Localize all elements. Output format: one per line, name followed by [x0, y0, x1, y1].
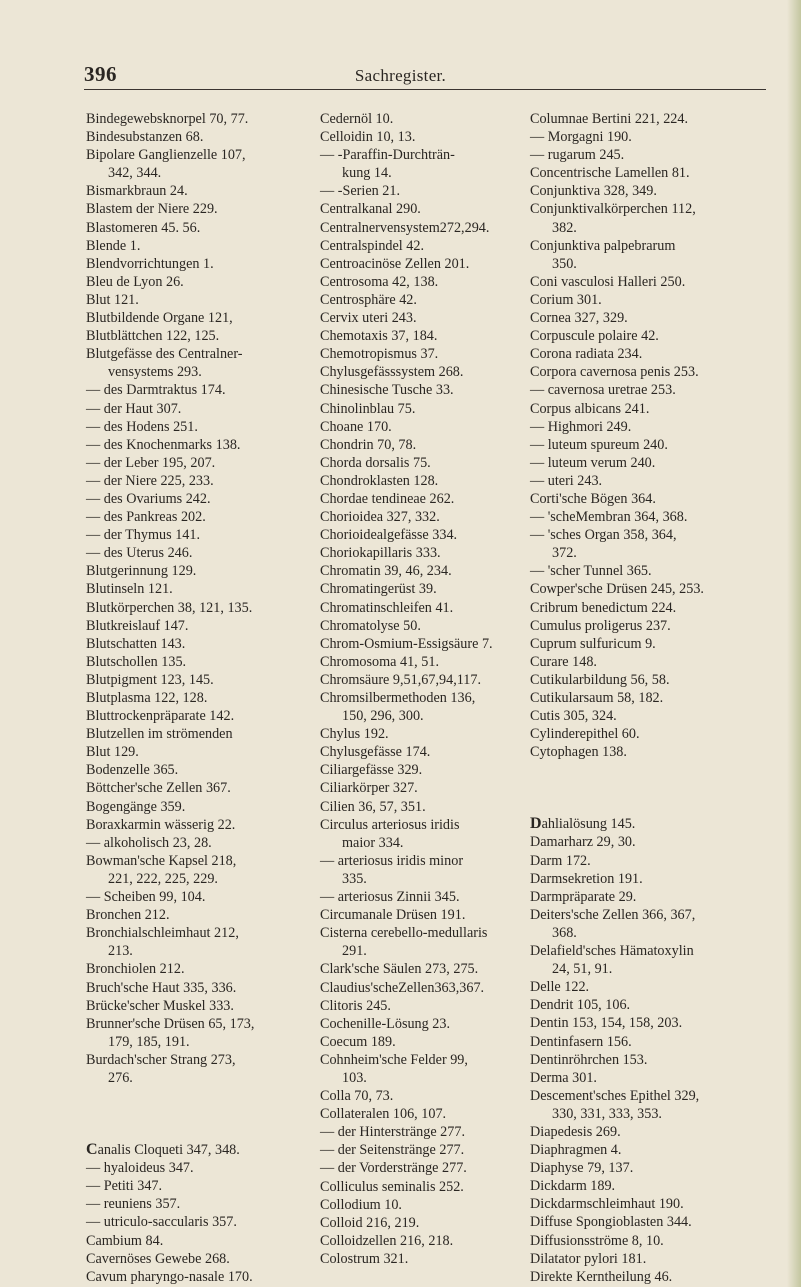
- index-line: Centrosphäre 42.: [320, 291, 417, 308]
- header-rule: [84, 89, 766, 90]
- letter-section-gap: [86, 1087, 312, 1141]
- running-head: Sachregister.: [354, 66, 447, 85]
- index-line: Corpora cavernosa penis 253.: [530, 364, 699, 381]
- index-line: Choane 170.: [320, 418, 392, 435]
- index-line: Chemotaxis 37, 184.: [320, 328, 438, 345]
- index-line: Descement'sches Epithel 329,: [530, 1087, 700, 1104]
- index-line: Diffuse Spongioblasten 344.: [530, 1214, 692, 1231]
- index-line: 24, 51, 91.: [552, 961, 613, 978]
- index-line: Corium 301.: [530, 291, 602, 308]
- page-number: 396: [84, 62, 117, 86]
- index-line: Cutikularbildung 56, 58.: [530, 671, 670, 688]
- index-line: Damarharz 29, 30.: [530, 834, 636, 851]
- page-edge-shadow: [787, 0, 801, 1287]
- index-line: Cohnheim'sche Felder 99,: [320, 1051, 468, 1068]
- index-line: Chylusgefässe 174.: [320, 744, 431, 761]
- index-line: — der Thymus 141.: [86, 527, 201, 544]
- index-line: Blutkreislauf 147.: [86, 617, 189, 634]
- index-line: Colliculus seminalis 252.: [320, 1178, 464, 1195]
- index-line: — luteum spureum 240.: [530, 436, 668, 453]
- index-line: Corpus albicans 241.: [530, 400, 650, 417]
- index-line: Chemotropismus 37.: [320, 346, 439, 363]
- index-line: Cavum pharyngo-nasale 170.: [86, 1268, 253, 1285]
- index-line: Conjunktiva palpebrarum: [530, 237, 676, 254]
- index-line: Bodenzelle 365.: [86, 762, 179, 779]
- index-line: Blut 121.: [86, 291, 139, 308]
- index-line: Cumulus proligerus 237.: [530, 617, 671, 634]
- index-line: 335.: [342, 870, 367, 887]
- index-line: Cylinderepithel 60.: [530, 726, 640, 743]
- index-line: — des Pankreas 202.: [86, 509, 206, 526]
- index-line: Chromsilbermethoden 136,: [320, 690, 476, 706]
- index-line: 276.: [108, 1069, 133, 1086]
- index-line: Chondrin 70, 78.: [320, 436, 417, 453]
- index-line: Chinolinblau 75.: [320, 400, 416, 417]
- index-line: Curare 148.: [530, 653, 597, 670]
- index-line: Celloidin 10, 13.: [320, 129, 416, 146]
- index-line: Blutschatten 143.: [86, 635, 186, 652]
- index-line: Derma 301.: [530, 1069, 597, 1086]
- index-line: — Highmori 249.: [530, 418, 632, 435]
- index-line: Blastem der Niere 229.: [86, 201, 218, 218]
- index-line: Cisterna cerebello-medullaris: [320, 925, 488, 942]
- index-line: Dilatator pylori 181.: [530, 1250, 647, 1267]
- index-line: Corona radiata 234.: [530, 346, 643, 363]
- index-line: Deiters'sche Zellen 366, 367,: [530, 906, 696, 923]
- index-line: Centralspindel 42.: [320, 237, 425, 254]
- index-line: Clitoris 245.: [320, 997, 391, 1014]
- index-line: — des Uterus 246.: [86, 545, 193, 562]
- index-line: Diaphyse 79, 137.: [530, 1160, 634, 1177]
- index-line: Darm 172.: [530, 852, 591, 869]
- index-line: Diffusionsströme 8, 10.: [530, 1232, 664, 1249]
- index-line: Blutkörperchen 38, 121, 135.: [86, 599, 253, 616]
- index-line: — Scheiben 99, 104.: [86, 889, 206, 906]
- index-line: 330, 331, 333, 353.: [552, 1105, 662, 1122]
- index-line: Dahlialösung 145.: [530, 815, 636, 833]
- index-line: Cuprum sulfuricum 9.: [530, 635, 656, 652]
- index-line: Dentinfasern 156.: [530, 1033, 632, 1050]
- index-line: Chromatin 39, 46, 234.: [320, 563, 452, 580]
- index-line: Centrosoma 42, 138.: [320, 273, 439, 290]
- index-column-3: [530, 110, 770, 1286]
- index-line: — -Serien 21.: [320, 183, 400, 200]
- index-line: Dickdarm 189.: [530, 1178, 616, 1195]
- index-line: Collateralen 106, 107.: [320, 1106, 447, 1123]
- index-line: Centroacinöse Zellen 201.: [320, 255, 470, 272]
- index-line: Bruch'sche Haut 335, 336.: [86, 979, 237, 996]
- index-line: Delle 122.: [530, 979, 590, 996]
- index-line: Bronchen 212.: [86, 907, 170, 924]
- index-line: Blendvorrichtungen 1.: [86, 255, 214, 272]
- index-line: Boraxkarmin wässerig 22.: [86, 816, 236, 833]
- index-line: Concentrische Lamellen 81.: [530, 165, 690, 182]
- index-line: Ciliarkörper 327.: [320, 780, 418, 797]
- index-line: Darmpräparate 29.: [530, 888, 637, 905]
- index-line: Cedernöl 10.: [320, 111, 394, 127]
- index-line: Corpuscule polaire 42.: [530, 328, 659, 345]
- index-line: Direkte Kerntheilung 46.: [530, 1268, 673, 1285]
- index-line: 350.: [552, 255, 577, 272]
- index-line: Centralnervensystem272,294.: [320, 219, 490, 236]
- index-line: Canalis Cloqueti 347, 348.: [86, 1141, 240, 1159]
- index-line: — 'scher Tunnel 365.: [530, 563, 652, 580]
- index-line: Blutgefässe des Centralner-: [86, 346, 243, 363]
- index-line: 291.: [342, 943, 367, 960]
- index-line: Choriokapillaris 333.: [320, 545, 441, 562]
- index-line: Böttcher'sche Zellen 367.: [86, 780, 231, 797]
- index-line: 213.: [108, 943, 133, 960]
- index-line: Chylusgefässsystem 268.: [320, 364, 464, 381]
- index-line: Bogengänge 359.: [86, 798, 186, 815]
- index-line: Blutzellen im strömenden: [86, 726, 233, 743]
- index-line: Cribrum benedictum 224.: [530, 599, 677, 616]
- index-line: Circumanale Drüsen 191.: [320, 907, 466, 924]
- index-line: — arteriosus iridis minor: [320, 852, 464, 869]
- index-line: Blende 1.: [86, 237, 141, 254]
- index-line: Chorioidealgefässe 334.: [320, 527, 458, 544]
- index-line: Claudius'scheZellen363,367.: [320, 979, 485, 996]
- index-line: 382.: [552, 219, 577, 236]
- index-line: — hyaloideus 347.: [86, 1160, 194, 1177]
- index-line: Conjunktivalkörperchen 112,: [530, 201, 696, 218]
- index-line: Bismarkbraun 24.: [86, 183, 188, 200]
- index-line: Chorioidea 327, 332.: [320, 509, 440, 526]
- index-line: Coecum 189.: [320, 1033, 396, 1050]
- index-line: Chromosoma 41, 51.: [320, 653, 440, 670]
- index-line: Cervix uteri 243.: [320, 310, 417, 327]
- index-line: — cavernosa uretrae 253.: [530, 382, 676, 399]
- index-line: Blutpigment 123, 145.: [86, 671, 214, 688]
- index-line: — arteriosus Zinnii 345.: [320, 889, 460, 906]
- index-line: Brunner'sche Drüsen 65, 173,: [86, 1015, 255, 1032]
- index-line: 179, 185, 191.: [108, 1033, 190, 1050]
- index-line: — Morgagni 190.: [530, 129, 632, 146]
- index-line: Dentinröhrchen 153.: [530, 1051, 648, 1068]
- index-line: Blutplasma 122, 128.: [86, 690, 208, 706]
- index-line: Cilien 36, 57, 351.: [320, 798, 426, 815]
- index-line: Chromsäure 9,51,67,94,117.: [320, 671, 482, 688]
- index-line: — des Darmtraktus 174.: [86, 382, 226, 399]
- index-line: 368.: [552, 924, 577, 941]
- index-line: — alkoholisch 23, 28.: [86, 834, 212, 851]
- index-line: Corti'sche Bögen 364.: [530, 490, 656, 507]
- index-line: Dentin 153, 154, 158, 203.: [530, 1015, 683, 1032]
- index-line: Blutschollen 135.: [86, 653, 187, 670]
- index-line: Circulus arteriosus iridis: [320, 816, 460, 833]
- index-line: — 'sches Organ 358, 364,: [530, 527, 677, 544]
- index-line: Delafield'sches Hämatoxylin: [530, 943, 694, 960]
- index-line: — rugarum 245.: [530, 147, 625, 164]
- index-line: — des Ovariums 242.: [86, 490, 211, 507]
- index-line: Bindegewebsknorpel 70, 77.: [86, 111, 249, 127]
- index-line: Dendrit 105, 106.: [530, 997, 631, 1014]
- index-line: Darmsekretion 191.: [530, 870, 643, 887]
- index-line: — der Leber 195, 207.: [86, 454, 216, 471]
- index-line: Cowper'sche Drüsen 245, 253.: [530, 581, 704, 598]
- index-line: Blutgerinnung 129.: [86, 563, 197, 580]
- index-line: Bronchialschleimhaut 212,: [86, 925, 239, 942]
- letter-section-gap: [530, 761, 770, 815]
- index-line: kung 14.: [342, 165, 392, 182]
- index-line: — des Hodens 251.: [86, 418, 198, 435]
- index-line: Cytophagen 138.: [530, 744, 627, 761]
- index-line: Blastomeren 45. 56.: [86, 219, 201, 236]
- index-line: Bindesubstanzen 68.: [86, 129, 204, 146]
- index-line: Cavernöses Gewebe 268.: [86, 1250, 230, 1267]
- index-line: Colla 70, 73.: [320, 1088, 394, 1105]
- index-line: Blutinseln 121.: [86, 581, 173, 598]
- index-line: Chondroklasten 128.: [320, 472, 439, 489]
- index-line: Brücke'scher Muskel 333.: [86, 997, 234, 1014]
- index-line: — -Paraffin-Durchträn-: [320, 147, 455, 164]
- index-line: Cutis 305, 324.: [530, 708, 617, 725]
- index-line: Colloidzellen 216, 218.: [320, 1232, 454, 1249]
- index-line: Chinesische Tusche 33.: [320, 382, 454, 399]
- index-line: Chordae tendineae 262.: [320, 490, 455, 507]
- index-line: Chorda dorsalis 75.: [320, 454, 431, 471]
- index-line: Chromatingerüst 39.: [320, 581, 437, 598]
- index-line: — des Knochenmarks 138.: [86, 436, 241, 453]
- index-line: Chromatolyse 50.: [320, 617, 421, 634]
- index-line: Diapedesis 269.: [530, 1123, 621, 1140]
- index-line: vensystems 293.: [108, 364, 202, 381]
- index-line: Bluttrockenpräparate 142.: [86, 708, 235, 725]
- index-line: Diaphragmen 4.: [530, 1142, 622, 1159]
- index-line: Colloid 216, 219.: [320, 1214, 420, 1231]
- index-line: Ciliargefässe 329.: [320, 762, 423, 779]
- index-line: Colostrum 321.: [320, 1250, 409, 1267]
- index-line: Cornea 327, 329.: [530, 310, 628, 327]
- index-line: Blutblättchen 122, 125.: [86, 328, 220, 345]
- index-line: — reuniens 357.: [86, 1196, 181, 1213]
- index-line: — der Seitenstränge 277.: [320, 1142, 465, 1159]
- index-line: Chromatinschleifen 41.: [320, 599, 454, 616]
- index-line: Bowman'sche Kapsel 218,: [86, 852, 237, 869]
- index-line: Columnae Bertini 221, 224.: [530, 111, 689, 127]
- index-line: Burdach'scher Strang 273,: [86, 1051, 236, 1068]
- index-line: — der Vorderstränge 277.: [320, 1160, 467, 1177]
- index-line: — der Haut 307.: [86, 400, 182, 417]
- index-line: Chylus 192.: [320, 726, 389, 743]
- index-column-2: [320, 110, 532, 1268]
- index-line: Cutikularsaum 58, 182.: [530, 690, 664, 706]
- index-line: Centralkanal 290.: [320, 201, 421, 218]
- index-line: Coni vasculosi Halleri 250.: [530, 273, 686, 290]
- index-line: Blut 129.: [86, 744, 139, 761]
- index-line: Conjunktiva 328, 349.: [530, 183, 657, 200]
- index-line: Collodium 10.: [320, 1196, 402, 1213]
- index-line: Clark'sche Säulen 273, 275.: [320, 961, 479, 978]
- index-line: — utriculo-saccularis 357.: [86, 1214, 237, 1231]
- index-line: — 'scheMembran 364, 368.: [530, 509, 688, 526]
- index-line: Blutbildende Organe 121,: [86, 310, 233, 327]
- index-column-1: [86, 110, 312, 1286]
- index-line: Bleu de Lyon 26.: [86, 273, 184, 290]
- index-line: Cambium 84.: [86, 1232, 164, 1249]
- index-line: 103.: [342, 1069, 367, 1086]
- index-line: 221, 222, 225, 229.: [108, 870, 218, 887]
- index-line: 342, 344.: [108, 165, 162, 182]
- index-line: maior 334.: [342, 834, 404, 851]
- index-line: — der Hinterstränge 277.: [320, 1124, 465, 1141]
- index-line: — der Niere 225, 233.: [86, 472, 214, 489]
- index-line: — Petiti 347.: [86, 1178, 163, 1195]
- index-line: Bronchiolen 212.: [86, 961, 185, 978]
- index-line: Chrom-Osmium-Essigsäure 7.: [320, 635, 493, 652]
- index-line: 372.: [552, 545, 577, 562]
- index-line: Bipolare Ganglienzelle 107,: [86, 147, 246, 164]
- index-line: Dickdarmschleimhaut 190.: [530, 1196, 684, 1213]
- index-line: 150, 296, 300.: [342, 708, 424, 725]
- index-line: Cochenille-Lösung 23.: [320, 1015, 451, 1032]
- index-line: — uteri 243.: [530, 472, 603, 489]
- index-line: — luteum verum 240.: [530, 454, 656, 471]
